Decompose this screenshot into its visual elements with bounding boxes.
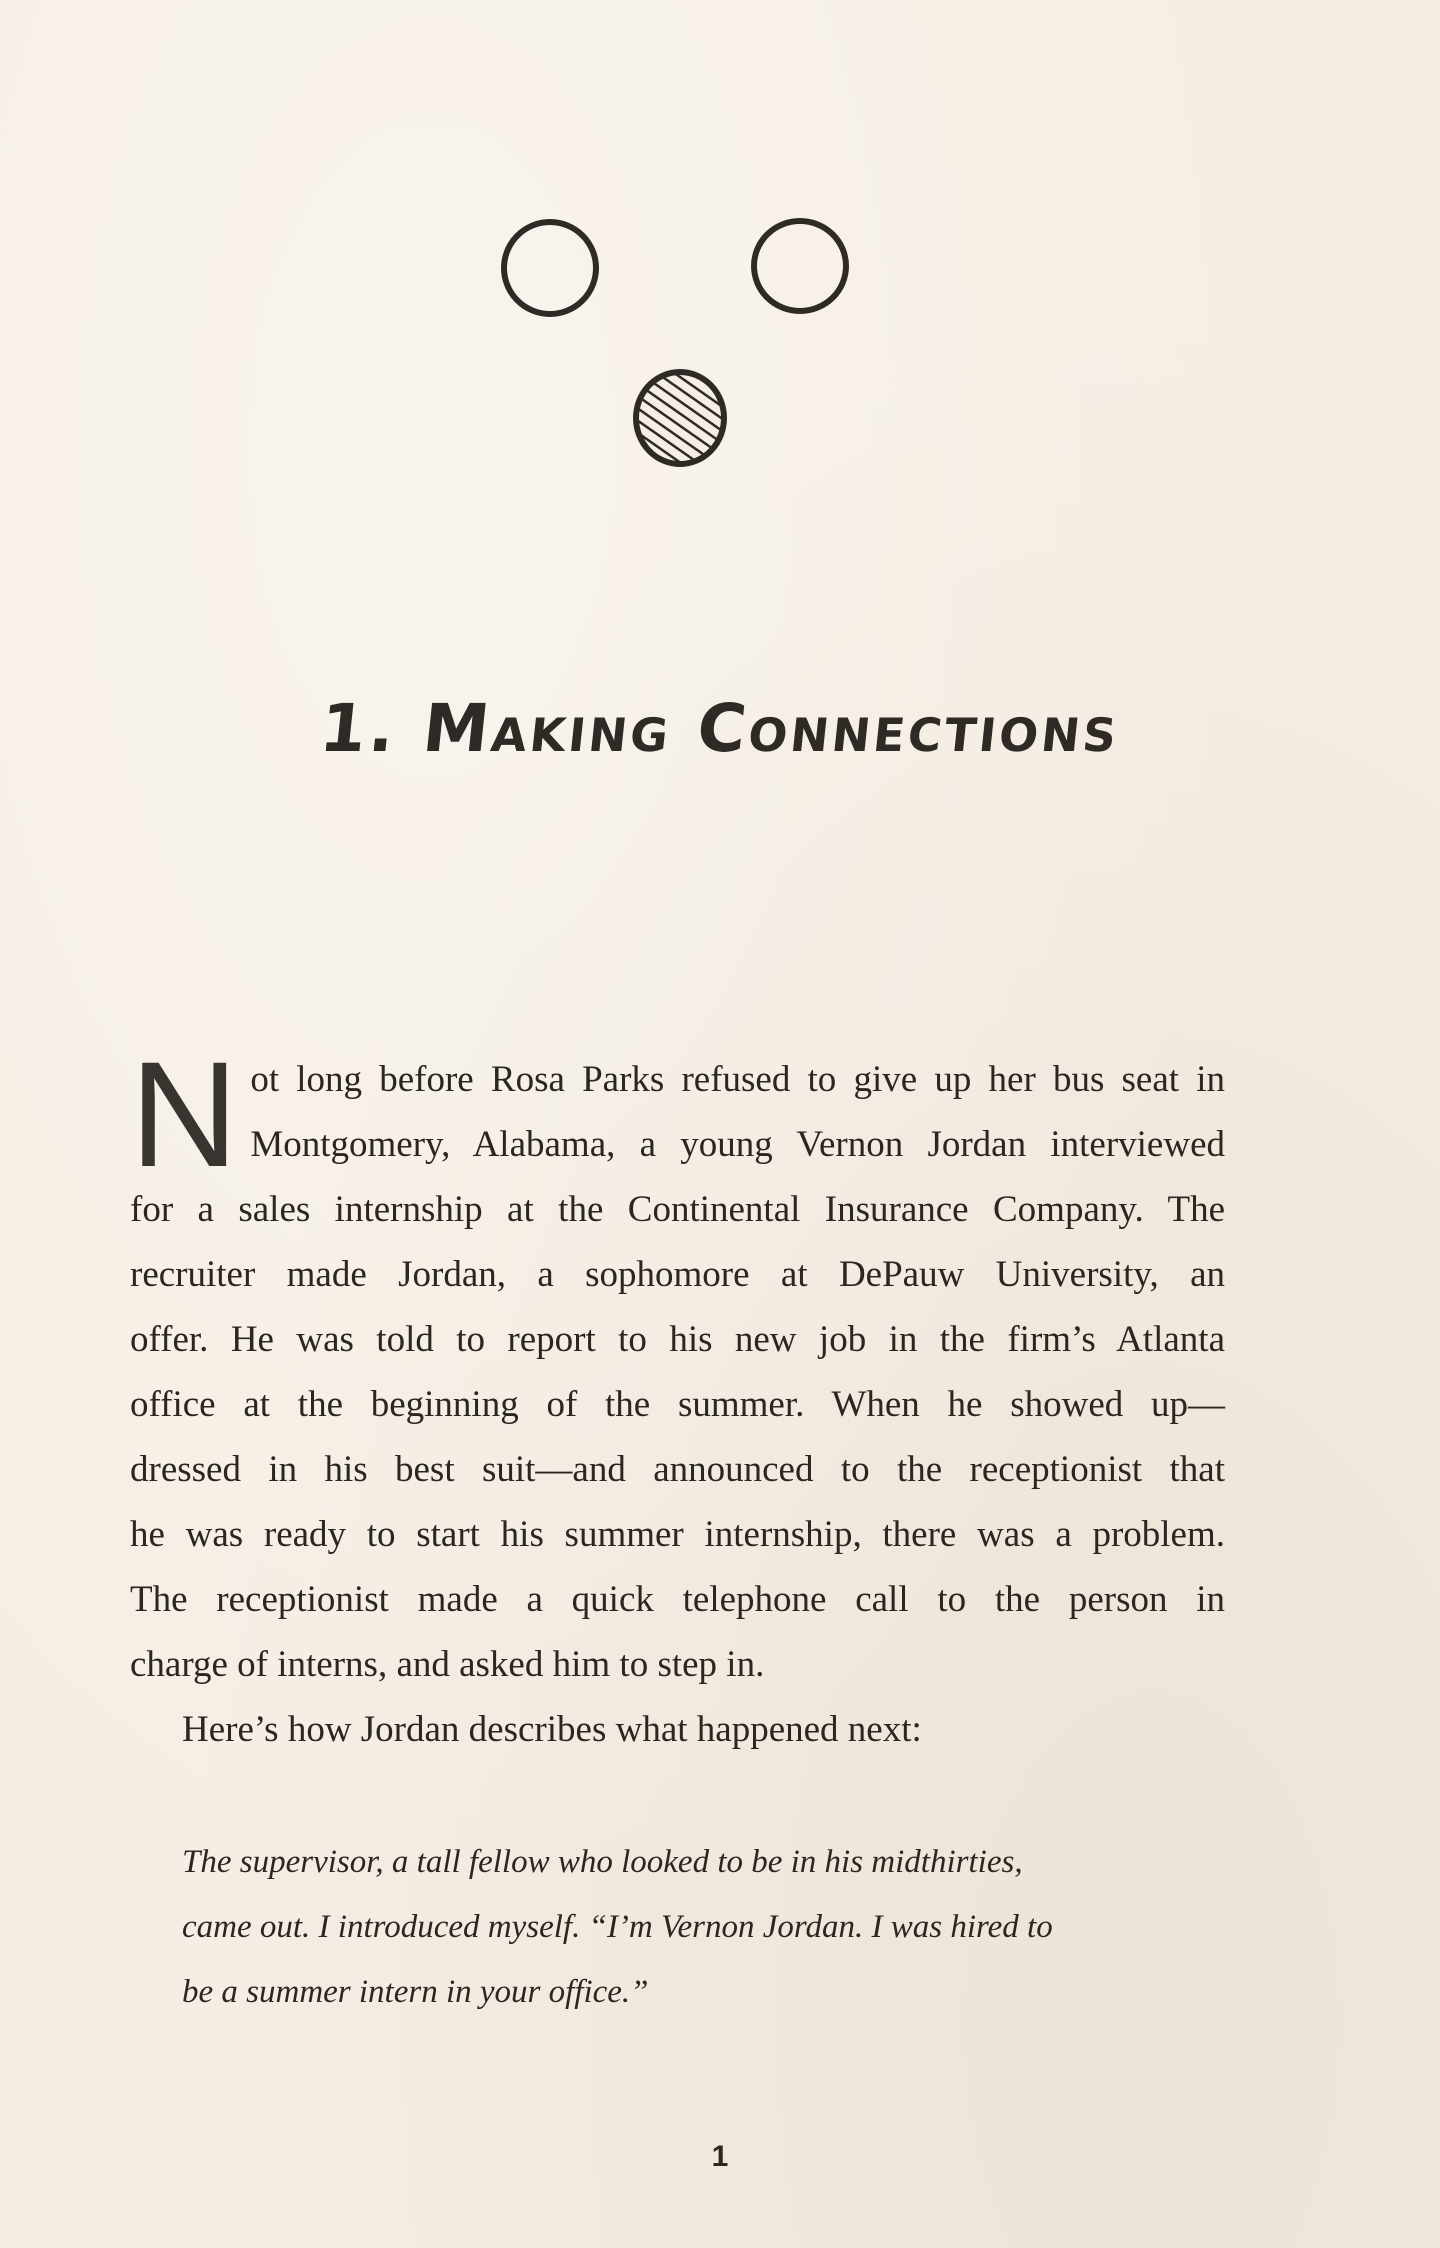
text-line: office at the beginning of the summer. When he showed up— xyxy=(130,1384,1225,1425)
page-number: 1 xyxy=(711,2140,729,2173)
drop-cap: N xyxy=(130,1030,239,1198)
text-line: ot long before Rosa Parks refused to give up her bus seat in xyxy=(250,1059,1225,1100)
text-line: offer. He was told to report to his new job in the firm’s Atlanta xyxy=(130,1319,1225,1360)
body-text xyxy=(130,1030,1225,1762)
chapter-title: 1. Making Connections xyxy=(316,690,1124,767)
hatched-circle xyxy=(636,372,724,464)
quote-line: The supervisor, a tall fellow who looked to be in his midthirties, xyxy=(182,1844,1023,1880)
paragraph-1 xyxy=(130,1030,1225,1697)
paragraph-2: Here’s how Jordan describes what happened next: xyxy=(182,1709,922,1750)
text-line: Montgomery, Alabama, a young Vernon Jordan interviewed xyxy=(250,1124,1225,1165)
text-line: charge of interns, and asked him to step in. xyxy=(130,1644,765,1685)
quote-line: came out. I introduced myself. “I’m Vernon Jordan. I was hired to xyxy=(182,1909,1053,1945)
text-line: for a sales internship at the Continental Insurance Company. The xyxy=(130,1189,1225,1230)
chapter-icon xyxy=(0,0,1440,520)
text-line: he was ready to start his summer internship, there was a problem. xyxy=(130,1514,1225,1555)
text-line: recruiter made Jordan, a sophomore at DePauw University, an xyxy=(130,1254,1225,1295)
text-line: The receptionist made a quick telephone call to the person in xyxy=(130,1579,1225,1620)
block-quote xyxy=(182,1830,1182,2025)
text-line: dressed in his best suit—and announced to the receptionist that xyxy=(130,1449,1225,1490)
left-open-circle xyxy=(504,222,596,314)
quote-line: be a summer intern in your office.” xyxy=(182,1974,649,2010)
right-open-circle xyxy=(754,221,846,311)
circles-icon xyxy=(0,0,1440,520)
